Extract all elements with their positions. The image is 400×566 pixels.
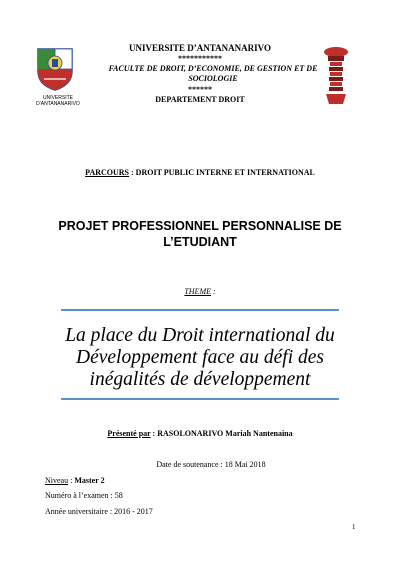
annee-label: Année universitaire — [45, 507, 108, 516]
title-rule-bottom — [61, 398, 339, 400]
project-title: PROJET PROFESSIONNEL PERSONNALISE DE L’ETUDIANT — [58, 219, 342, 249]
numero-value: : 58 — [108, 491, 123, 500]
parcours-line — [0, 168, 400, 177]
theme-suffix: : — [211, 287, 216, 296]
logo-caption: UNIVERSITE D'ANTANANARIVO — [36, 95, 80, 107]
niveau-line: Niveau : Master 2 — [45, 476, 105, 485]
annee-line — [45, 507, 153, 516]
theme-line — [0, 287, 400, 296]
presented-by-line — [0, 429, 400, 438]
university-name: UNIVERSITE D’ANTANANARIVO — [129, 43, 271, 53]
numero-line — [45, 491, 123, 500]
parcours-label: PARCOURS — [85, 168, 130, 177]
theme-title: La place du Droit international du Développement face au défi des inégalités de développement — [65, 325, 335, 390]
department-name: DEPARTEMENT DROIT — [155, 95, 245, 104]
niveau-label: Niveau — [45, 476, 69, 485]
page-number: 1 — [352, 523, 356, 531]
presented-value: : RASOLONARIVO Mariah Nantenaina — [150, 429, 293, 438]
separator-stars: ****** — [188, 85, 212, 94]
presented-label: Présenté par — [107, 429, 151, 438]
faculty-name: FACULTE DE DROIT, D’ECONOMIE, DE GESTION ET DE SOCIOLOGIE — [108, 64, 318, 83]
theme-label: THEME — [184, 287, 211, 296]
separator-stars: *********** — [178, 54, 222, 63]
title-rule-top — [61, 309, 339, 311]
annee-value: : 2016 - 2017 — [107, 507, 153, 516]
parcours-value: : DROIT PUBLIC INTERNE ET INTERNATIONAL — [129, 168, 315, 177]
defense-date: Date de soutenance : 18 Mai 2018 — [156, 460, 266, 469]
numero-label: Numéro à l’examen — [45, 491, 109, 500]
niveau-value: Master 2 — [74, 476, 105, 485]
